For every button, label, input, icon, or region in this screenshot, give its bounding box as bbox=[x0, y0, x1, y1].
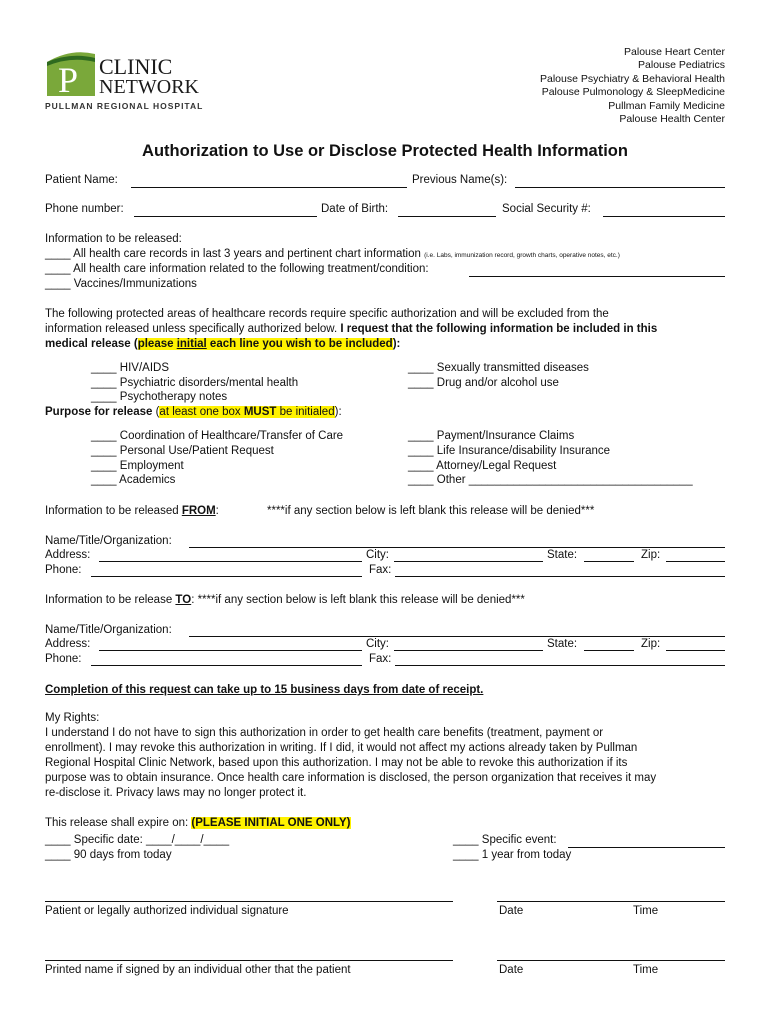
protected-item-std[interactable]: ____ Sexually transmitted diseases bbox=[408, 362, 589, 374]
protected-text-2a: information released unless specifically authorized below. bbox=[45, 323, 338, 335]
to-state-field[interactable] bbox=[584, 650, 634, 651]
dob-field[interactable] bbox=[398, 216, 496, 217]
to-city-label: City: bbox=[366, 638, 389, 650]
previous-names-label: Previous Name(s): bbox=[412, 174, 508, 186]
from-denied-note: ****if any section below is left blank this release will be denied*** bbox=[267, 505, 595, 517]
from-city-label: City: bbox=[366, 549, 389, 561]
from-phone-label: Phone: bbox=[45, 564, 82, 576]
to-label-to: TO bbox=[175, 594, 192, 606]
ssn-field[interactable] bbox=[603, 216, 725, 217]
from-address-field[interactable] bbox=[99, 561, 362, 562]
to-zip-field[interactable] bbox=[666, 650, 725, 651]
protected-text-2b: I request that the following information be included in this bbox=[340, 323, 658, 335]
info-item-vaccines[interactable]: ____ Vaccines/Immunizations bbox=[45, 278, 197, 290]
page-title: Authorization to Use or Disclose Protected Health Information bbox=[142, 142, 628, 160]
from-label-b: : bbox=[215, 505, 219, 517]
expire-specific-event[interactable]: ____ Specific event: bbox=[453, 834, 557, 846]
phone-number-field[interactable] bbox=[134, 216, 317, 217]
logo-word-clinic: CLINIC bbox=[99, 54, 173, 79]
completion-notice: Completion of this request can take up to 15 business days from date of receipt. bbox=[45, 684, 484, 696]
to-address-label: Address: bbox=[45, 638, 91, 650]
from-fax-label: Fax: bbox=[369, 564, 392, 576]
to-zip-label: Zip: bbox=[641, 638, 661, 650]
from-label-from: FROM bbox=[181, 505, 216, 517]
to-fax-field[interactable] bbox=[395, 665, 725, 666]
protected-hl-initial: initial bbox=[176, 338, 207, 350]
protected-text-3b: ): bbox=[392, 338, 401, 350]
from-name-field[interactable] bbox=[189, 547, 725, 548]
rights-line: I understand I do not have to sign this authorization in order to get health care benefits (treatment, payment or bbox=[45, 727, 604, 739]
logo-hospital-name: PULLMAN REGIONAL HOSPITAL bbox=[45, 101, 204, 111]
purpose-item-life-insurance[interactable]: ____ Life Insurance/disability Insurance bbox=[408, 445, 611, 457]
to-name-field[interactable] bbox=[189, 636, 725, 637]
location-item: Palouse Pediatrics bbox=[638, 59, 725, 72]
purpose-label: Purpose for release bbox=[45, 406, 153, 418]
from-label-a: Information to be released bbox=[45, 505, 182, 517]
to-phone-field[interactable] bbox=[91, 665, 362, 666]
signature-label: Patient or legally authorized individual signature bbox=[45, 905, 289, 917]
protected-hl-2: each line you wish to be included bbox=[206, 338, 393, 350]
rights-heading: My Rights: bbox=[45, 712, 100, 724]
from-zip-field[interactable] bbox=[666, 561, 725, 562]
info-item-all-records-label: ____ All health care records in last 3 years and pertinent chart information bbox=[45, 248, 421, 260]
info-item-all-records-note: (i.e. Labs, immunization record, growth charts, operative notes, etc.) bbox=[424, 252, 620, 259]
logo-mark-icon bbox=[45, 48, 97, 98]
location-item: Palouse Health Center bbox=[619, 113, 725, 126]
purpose-paren-close: ): bbox=[334, 406, 342, 418]
rights-line: re-disclose it. Privacy laws may no longer protect it. bbox=[45, 787, 307, 799]
signature-date-label: Date bbox=[499, 905, 524, 917]
purpose-highlight bbox=[159, 406, 334, 418]
rights-line: purpose was to obtain insurance. Once health care information is disclosed, the person organization that receives it may bbox=[45, 772, 657, 784]
from-city-field[interactable] bbox=[394, 561, 543, 562]
expire-1-year[interactable]: ____ 1 year from today bbox=[453, 849, 572, 861]
to-state-label: State: bbox=[547, 638, 578, 650]
rights-line: Regional Hospital Clinic Network, based upon this authorization. I may not be able to revoke this authorization if its bbox=[45, 757, 628, 769]
purpose-hl-b: be initialed bbox=[276, 406, 335, 418]
printed-date-time-line[interactable] bbox=[497, 960, 725, 961]
expire-specific-date[interactable]: ____ Specific date: ____/____/____ bbox=[45, 834, 230, 846]
expire-heading bbox=[45, 817, 351, 829]
signature-date-time-line[interactable] bbox=[497, 901, 725, 902]
protected-item-drug-alcohol[interactable]: ____ Drug and/or alcohol use bbox=[408, 377, 559, 389]
printed-time-label: Time bbox=[633, 964, 659, 976]
patient-name-label: Patient Name: bbox=[45, 174, 118, 186]
protected-text-line3 bbox=[45, 338, 400, 350]
purpose-item-coordination[interactable]: ____ Coordination of Healthcare/Transfer of Care bbox=[91, 430, 344, 442]
printed-name-label: Printed name if signed by an individual other that the patient bbox=[45, 964, 351, 976]
expire-label: This release shall expire on: bbox=[45, 817, 192, 829]
printed-date-label: Date bbox=[499, 964, 524, 976]
from-phone-field[interactable] bbox=[91, 576, 362, 577]
specific-event-field[interactable] bbox=[568, 847, 725, 848]
rights-line: enrollment). I may revoke this authorization in writing. If I did, it would not affect my actions already taken by Pullman bbox=[45, 742, 638, 754]
purpose-paren-open: ( bbox=[152, 406, 160, 418]
clinic-locations-list bbox=[540, 46, 725, 126]
logo-letter: P bbox=[58, 60, 79, 98]
from-address-label: Address: bbox=[45, 549, 91, 561]
to-fax-label: Fax: bbox=[369, 653, 392, 665]
from-heading bbox=[45, 505, 219, 517]
to-address-field[interactable] bbox=[99, 650, 362, 651]
to-phone-label: Phone: bbox=[45, 653, 82, 665]
to-label-b: : ****if any section below is left blank this release will be denied*** bbox=[191, 594, 525, 606]
from-name-label: Name/Title/Organization: bbox=[45, 535, 172, 547]
protected-hl-1: please bbox=[137, 338, 177, 350]
purpose-item-personal-use[interactable]: ____ Personal Use/Patient Request bbox=[91, 445, 274, 457]
signature-time-label: Time bbox=[633, 905, 659, 917]
info-item-all-records[interactable] bbox=[45, 248, 620, 260]
purpose-item-payment[interactable]: ____ Payment/Insurance Claims bbox=[408, 430, 575, 442]
protected-text-line1: The following protected areas of healthcare records require specific authorization and will be excluded from the bbox=[45, 308, 609, 320]
purpose-item-other[interactable]: ____ Other ___________________________________ bbox=[408, 474, 693, 486]
patient-name-field[interactable] bbox=[131, 187, 407, 188]
to-heading bbox=[45, 594, 525, 606]
protected-highlight bbox=[138, 338, 393, 350]
purpose-heading bbox=[45, 406, 342, 418]
from-state-label: State: bbox=[547, 549, 578, 561]
dob-label: Date of Birth: bbox=[321, 203, 389, 215]
to-name-label: Name/Title/Organization: bbox=[45, 624, 172, 636]
signature-line[interactable] bbox=[45, 901, 453, 902]
location-item: Palouse Heart Center bbox=[624, 46, 725, 58]
from-state-field[interactable] bbox=[584, 561, 634, 562]
protected-item-hiv[interactable]: ____ HIV/AIDS bbox=[91, 362, 169, 374]
info-released-heading: Information to be released: bbox=[45, 233, 182, 245]
to-label-a: Information to be release bbox=[45, 594, 176, 606]
location-item: Pullman Family Medicine bbox=[608, 99, 725, 112]
protected-text-3a: medical release ( bbox=[45, 338, 138, 350]
from-fax-field[interactable] bbox=[395, 576, 725, 577]
phone-number-label: Phone number: bbox=[45, 203, 124, 215]
ssn-label: Social Security #: bbox=[502, 203, 591, 215]
info-item-treatment[interactable]: ____ All health care information related to the following treatment/condition: bbox=[45, 263, 429, 275]
logo-word-network: NETWORK bbox=[99, 76, 199, 98]
expire-highlight: (PLEASE INITIAL ONE ONLY) bbox=[191, 817, 351, 829]
purpose-hl-must: MUST bbox=[243, 406, 277, 418]
purpose-item-academics[interactable]: ____ Academics bbox=[91, 474, 176, 486]
protected-item-psychiatric[interactable]: ____ Psychiatric disorders/mental health bbox=[91, 377, 299, 389]
treatment-condition-field[interactable] bbox=[469, 276, 725, 277]
purpose-item-attorney[interactable]: ____ Attorney/Legal Request bbox=[408, 460, 557, 472]
previous-names-field[interactable] bbox=[515, 187, 725, 188]
printed-name-line[interactable] bbox=[45, 960, 453, 961]
protected-text-line2 bbox=[45, 323, 657, 335]
purpose-item-employment[interactable]: ____ Employment bbox=[91, 460, 184, 472]
expire-90-days[interactable]: ____ 90 days from today bbox=[45, 849, 172, 861]
to-city-field[interactable] bbox=[394, 650, 543, 651]
from-zip-label: Zip: bbox=[641, 549, 661, 561]
protected-item-psychotherapy[interactable]: ____ Psychotherapy notes bbox=[91, 391, 228, 403]
location-item: Palouse Pulmonology & SleepMedicine bbox=[541, 86, 725, 99]
clinic-network-logo bbox=[45, 48, 225, 112]
purpose-hl-a: at least one box bbox=[159, 406, 244, 418]
location-item: Palouse Psychiatry & Behavioral Health bbox=[539, 72, 725, 85]
